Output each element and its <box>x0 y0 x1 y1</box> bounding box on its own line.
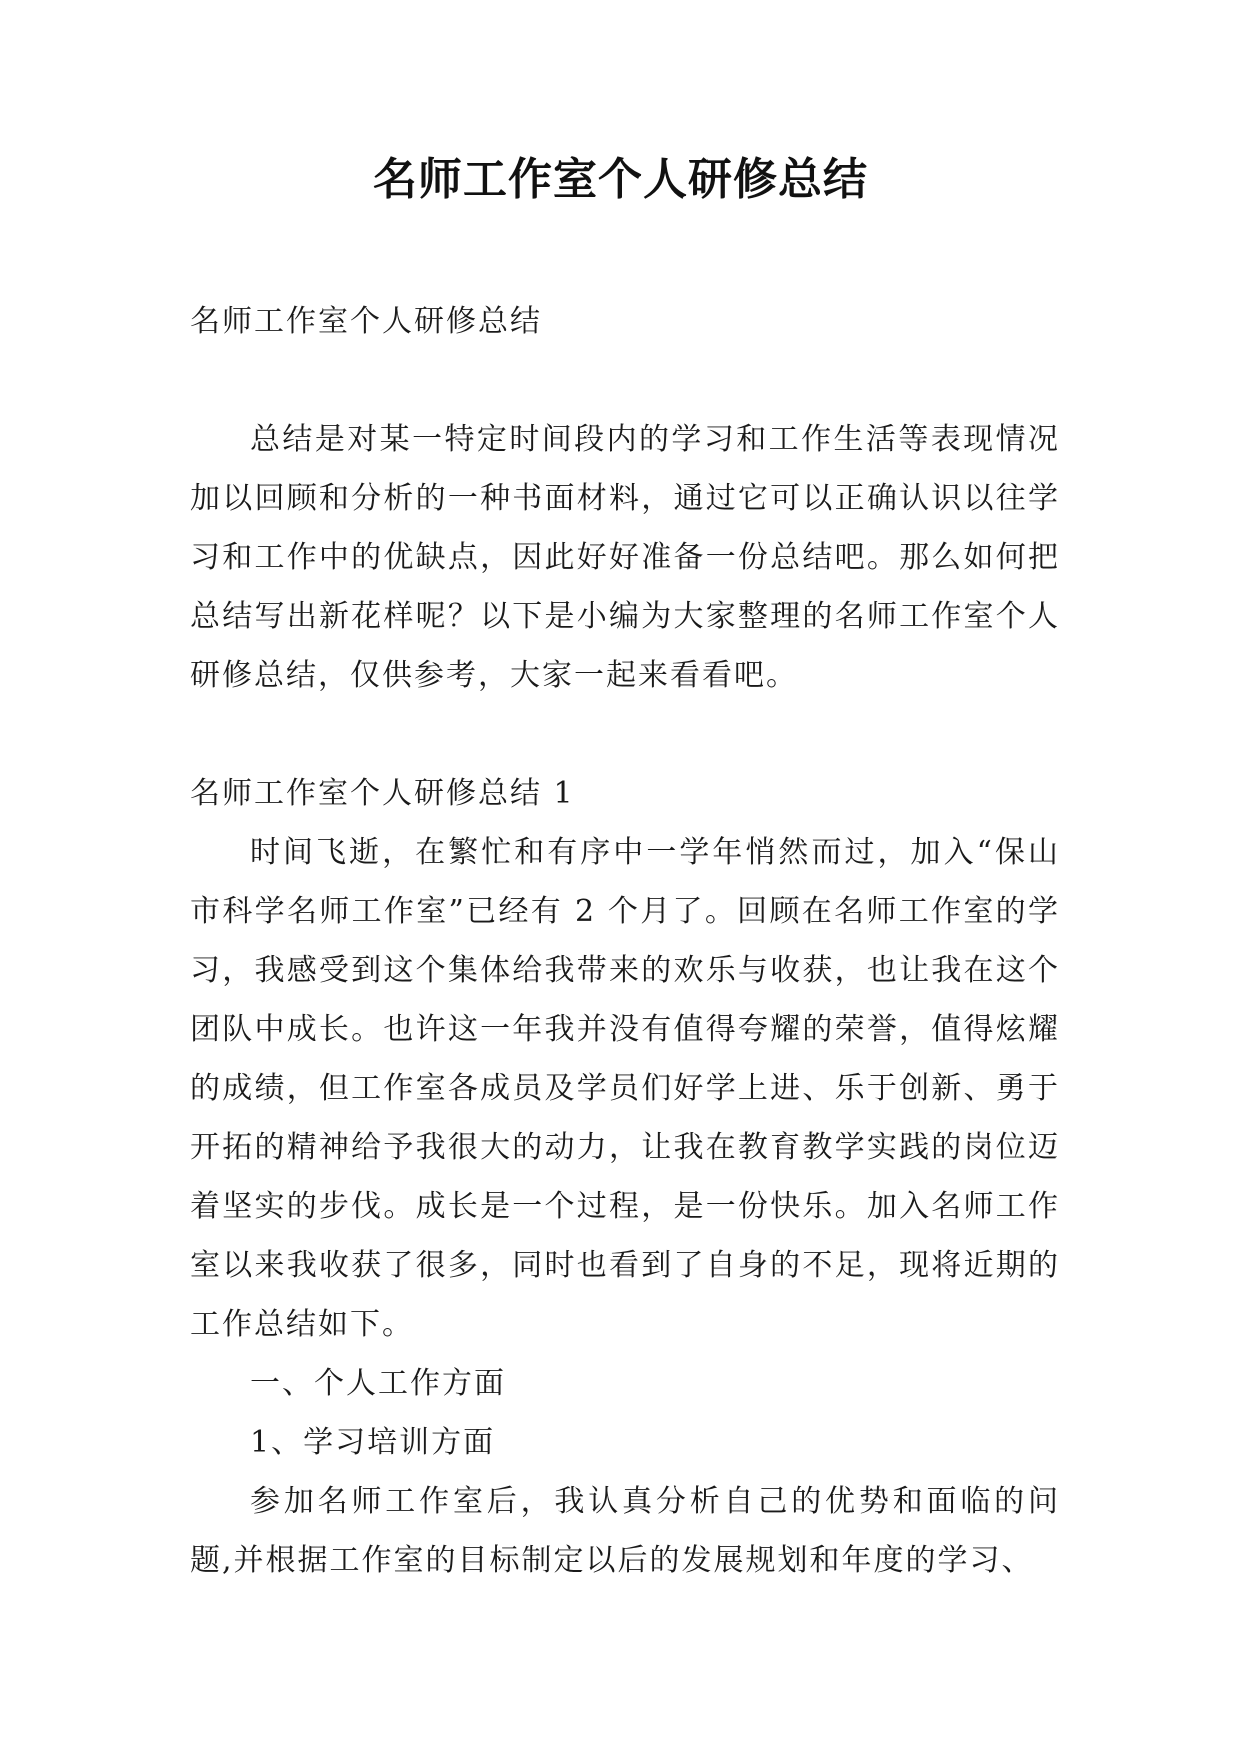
subheading-personal-work: 一、个人工作方面 <box>250 1366 506 1401</box>
section-paragraph: 时间飞逝，在繁忙和有序中一学年悄然而过，加入“保山市科学名师工作室”已经有 2 个月了。回顾在名师工作室的学习，我感受到这个集体给我带来的欢乐与收获，也让我在这个团队中成长。也许这一年我并没有值得夸耀的荣誉，值得炫耀的成绩，但工作室各成员及学员们好学上进、乐于创新、勇于开拓的精神给予我很大的动力，让我在教育教学实践的岗位迈着坚实的步伐。成长是一个过程，是一份快乐。加入名师工作室以来我收获了很多，同时也看到了自身的不足，现将近期的工作总结如下。 <box>190 835 1060 1342</box>
document-title: 名师工作室个人研修总结 <box>373 154 868 205</box>
section-heading: 名师工作室个人研修总结 1 <box>190 776 575 811</box>
study-paragraph: 参加名师工作室后，我认真分析自己的优势和面临的问题,并根据工作室的目标制定以后的发展规划和年度的学习、 <box>190 1484 1060 1578</box>
document-body <box>190 292 1060 1590</box>
intro-paragraph: 总结是对某一特定时间段内的学习和工作生活等表现情况加以回顾和分析的一种书面材料，通过它可以正确认识以往学习和工作中的优缺点，因此好好准备一份总结吧。那么如何把总结写出新花样呢？以下是小编为大家整理的名师工作室个人研修总结，仅供参考，大家一起来看看吧。 <box>190 422 1060 693</box>
document-subtitle: 名师工作室个人研修总结 <box>190 304 542 339</box>
subheading-study-training: 1、学习培训方面 <box>250 1425 496 1460</box>
